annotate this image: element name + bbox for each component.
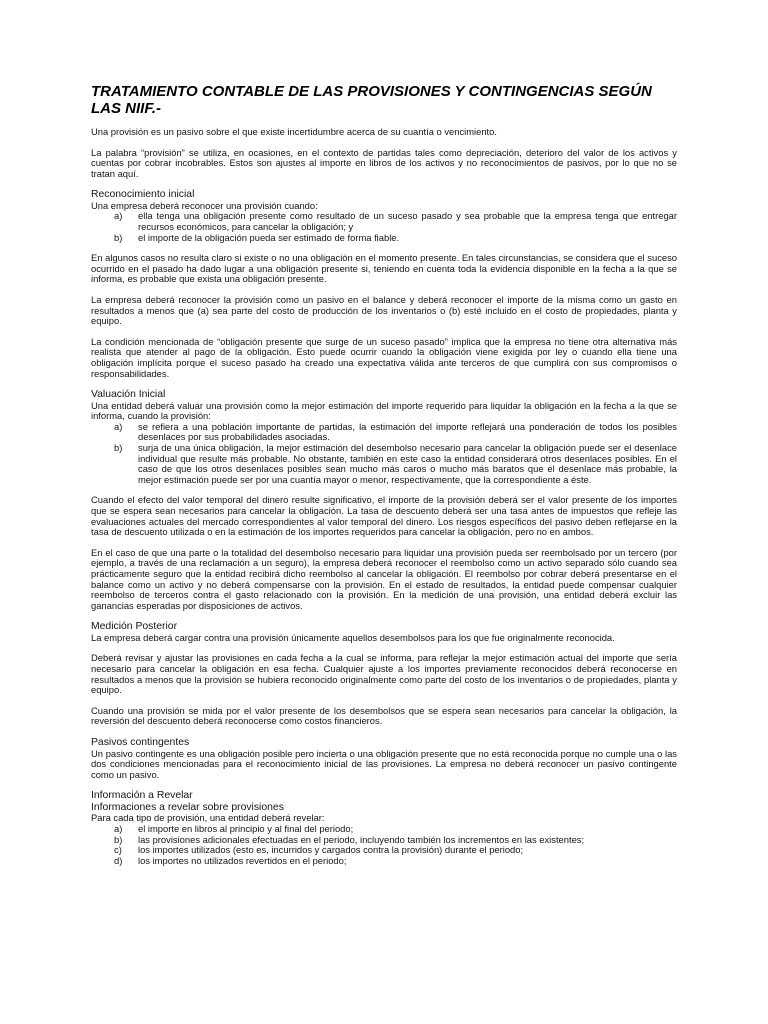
list-item-text: surja de una única obligación, la mejor estimación del desembolso necesario para cancelar la obligación puede ser el desenlace individual que resulte más probable. No obstante, también en este caso la entidad considerará otros desenlaces posibles. En el caso de que los otros desenlaces posibles sean mucho más caros o mucho más baratos que el desenlace más probable, la mejor estimación puede ser por una cuantía mayor o menor, respectivamente, que la correspondiente a éste. [138,442,677,485]
list-item [91,443,677,485]
intro-paragraph-2: La palabra “provisión” se utiliza, en ocasiones, en el contexto de partidas tales como depreciación, deterioro del valor de los activos y cuentas por cobrar incobrables. Estos son ajustes al importe en libros de los activos y no reconocimientos de pasivos, por lo que no se tratan aquí. [91,146,677,179]
revelar-lead: Para cada tipo de provisión, una entidad deberá revelar: [91,812,325,824]
valuacion-lead: Una entidad deberá valuar una provisión como la mejor estimación del importe requerido para liquidar la obligación en la fecha a la que se informa, cuando la provisión: [91,399,677,422]
revelar-list [91,824,677,866]
list-item [91,233,677,244]
list-item [91,824,677,835]
document-page [91,84,677,866]
list-item-text: las provisiones adicionales efectuadas en el periodo, incluyendo también los incrementos en las existentes; [138,833,585,845]
list-marker: c) [114,844,122,856]
section-heading-pasivos: Pasivos contingentes [91,737,190,749]
section-heading-revelar: Información a Revelar [91,790,193,802]
list-item [91,856,677,867]
reconocimiento-paragraph-3: La condición mencionada de “obligación presente que surge de un suceso pasado” implica que la empresa no tiene otra alternativa más realista que atender al pago de la obligación. Esto puede ocurrir cuando la obligación viene exigida por ley o cuando ella tiene una obligación implícita porque el suceso pasado ha creado una expectativa válida ante terceros de que cumplirá con sus compromisos o responsabilidades. [91,335,677,379]
section-subheading-revelar: Informaciones a revelar sobre provisiones [91,801,284,813]
reconocimiento-lead: Una empresa deberá reconocer una provisión cuando: [91,199,318,211]
list-item [91,211,677,232]
reconocimiento-list [91,211,677,243]
list-marker: b) [114,442,123,454]
section-heading-reconocimiento: Reconocimiento inicial [91,189,195,201]
medicion-paragraph-3: Cuando una provisión se mida por el valor presente de los desembolsos que se espera sean necesarios para cancelar la obligación, la reversión del descuento deberá reconocerse como costos financieros. [91,704,677,727]
list-item-text: el importe de la obligación pueda ser estimado de forma fiable. [138,231,400,243]
valuacion-paragraph-2: En el caso de que una parte o la totalidad del desembolso necesario para liquidar una provisión pueda ser reembolsado por un tercero (por ejemplo, a través de una reclamación a un seguro), la empresa deberá reconocer el reembolso como un activo separado sólo cuando sea prácticamente seguro que la entidad recibirá dicho reembolso al cancelar la obligación. El reembolso por cobrar deberá presentarse en el balance como un activo y no deberá compensarse con la provisión. En el estado de resultados, la entidad puede compensar cualquier reembolso de terceros contra el gasto relacionado con la provisión. En la medición de una provisión, una entidad deberá excluir las ganancias esperadas por disposiciones de activos. [91,546,677,611]
valuacion-paragraph-1: Cuando el efecto del valor temporal del dinero resulte significativo, el importe de la provisión deberá ser el valor presente de los importes que se espera sean necesarios para cancelar la obligación. La tasa de descuento deberá ser una tasa antes de impuestos que refleje las evaluaciones actuales del mercado correspondientes al valor temporal del dinero. Los riesgos específicos del pasivo deben reflejarse en la tasa de descuento utilizada o en la estimación de los importes requeridos para cancelar la obligación, pero no en ambos. [91,494,677,538]
medicion-paragraph-1: La empresa deberá cargar contra una provisión únicamente aquellos desembolsos para los que fue originalmente reconocida. [91,631,615,643]
medicion-paragraph-2: Deberá revisar y ajustar las provisiones en cada fecha a la cual se informa, para reflejar la mejor estimación actual del importe que sería necesario para cancelar la obligación en esa fecha. Cualquier ajuste a los importes previamente reconocidos deberá reconocerse en resultados a menos que la provisión se hubiera reconocido originalmente como parte del costo de los inventarios o de propiedades, planta y equipo. [91,652,677,696]
list-marker: a) [114,210,123,222]
list-marker: b) [114,833,123,845]
list-marker: b) [114,231,123,243]
list-marker: d) [114,854,123,866]
section-heading-medicion: Medición Posterior [91,621,178,633]
list-marker: a) [114,420,123,432]
list-item-text: se refiera a una población importante de partidas, la estimación del importe reflejará una ponderación de todos los posibles desenlaces por sus probabilidades asociadas. [138,420,677,443]
list-item-text: los importes utilizados (esto es, incurridos y cargados contra la provisión) durante el periodo; [138,844,524,856]
list-marker: a) [114,822,123,834]
section-heading-valuacion: Valuación Inicial [91,389,166,401]
document-title: TRATAMIENTO CONTABLE DE LAS PROVISIONES Y CONTINGENCIAS SEGÚN LAS NIIF.- [91,83,652,117]
reconocimiento-paragraph-1: En algunos casos no resulta claro si existe o no una obligación en el momento presente. En tales circunstancias, se considera que el suceso ocurrido en el pasado ha dado lugar a una obligación presente si, teniendo en cuenta toda la evidencia disponible en la fecha a la que se informa, es probable que exista una obligación presente. [91,252,677,285]
list-item [91,422,677,443]
valuacion-list [91,422,677,486]
list-item-text: los importes no utilizados revertidos en el periodo; [138,854,347,866]
list-item-text: el importe en libros al principio y al final del periodo; [138,822,354,834]
list-item-text: ella tenga una obligación presente como resultado de un suceso pasado y sea probable que la empresa tenga que entregar recursos económicos, para cancelar la obligación; y [138,210,677,233]
intro-paragraph-1: Una provisión es un pasivo sobre el que existe incertidumbre acerca de su cuantía o vencimiento. [91,126,497,137]
pasivos-paragraph-1: Un pasivo contingente es una obligación posible pero incierta o una obligación presente que no está reconocida porque no cumple una o las dos condiciones mencionadas para el reconocimiento inicial de las provisiones. La empresa no deberá reconocer un pasivo contingente como un pasivo. [91,747,677,780]
reconocimiento-paragraph-2: La empresa deberá reconocer la provisión como un pasivo en el balance y deberá reconocer el importe de la misma como un gasto en resultados a menos que (a) sea parte del costo de producción de los inventarios o (b) esté incluido en el costo de propiedades, planta y equipo. [91,294,677,327]
